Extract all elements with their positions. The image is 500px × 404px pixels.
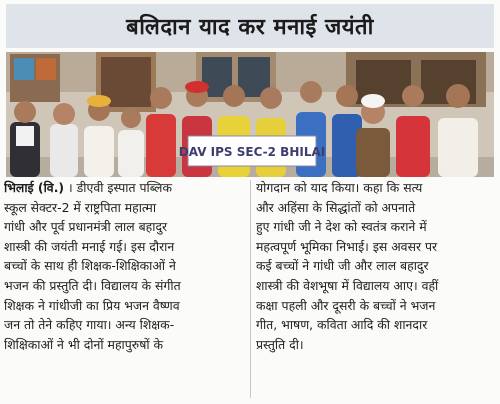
students-photo-illustration <box>6 52 494 177</box>
article-line: शिक्षक ने गांधीजी का प्रिय भजन वैष्णव <box>4 297 180 313</box>
article-line: कई बच्चों ने गांधी जी और लाल बहादुर <box>256 258 429 274</box>
article-line: योगदान को याद किया। कहा कि सत्य <box>256 180 423 195</box>
article-body <box>4 178 496 400</box>
article-line: गीत, भाषण, कविता आदि की शानदार <box>256 317 428 333</box>
article-line-1 <box>4 178 244 198</box>
article-line: शास्त्री की जयंती मनाई गई। इस दौरान <box>4 238 175 254</box>
article-line: महत्वपूर्ण भूमिका निभाई। इस अवसर पर <box>256 238 438 254</box>
news-photo <box>6 52 494 177</box>
column-divider <box>250 180 251 398</box>
dateline: भिलाई (वि.) <box>4 180 65 195</box>
school-banner-text: DAV IPS SEC-2 BHILAI <box>178 145 326 159</box>
article-line-1-text: । डीएवी इस्पात पब्लिक <box>64 180 172 195</box>
article-line: और अहिंसा के सिद्धांतों को अपनाते <box>256 199 416 215</box>
article-line: गांधी और पूर्व प्रधानमंत्री लाल बहादुर <box>4 219 168 235</box>
headline: बलिदान याद कर मनाई जयंती <box>126 15 374 40</box>
article-line: जन तो तेने कहिए गाया। अन्य शिक्षक- <box>4 317 175 333</box>
article-line: प्रस्तुति दी। <box>256 336 304 352</box>
article-line: कक्षा पहली और दूसरी के बच्चों ने भजन <box>256 297 436 313</box>
headline-bar <box>6 4 494 48</box>
article-line: शिक्षिकाओं ने भी दोनों महापुरुषों के <box>4 336 164 352</box>
photo-poster <box>14 58 34 80</box>
article-line: हुए गांधी जी ने देश को स्वतंत्र कराने में <box>256 219 427 235</box>
article-line: स्कूल सेक्टर-2 में राष्ट्रपिता महात्मा <box>4 199 157 215</box>
photo-poster <box>36 58 56 80</box>
article-column-right <box>256 178 496 400</box>
article-line: भजन की प्रस्तुति दी। विद्यालय के संगीत <box>4 277 181 293</box>
article-column-left <box>4 178 244 400</box>
article-line: शास्त्री की वेशभूषा में विद्यालय आए। वहीं <box>256 277 439 293</box>
article-line: बच्चों के साथ ही शिक्षक-शिक्षिकाओं ने <box>4 258 176 274</box>
